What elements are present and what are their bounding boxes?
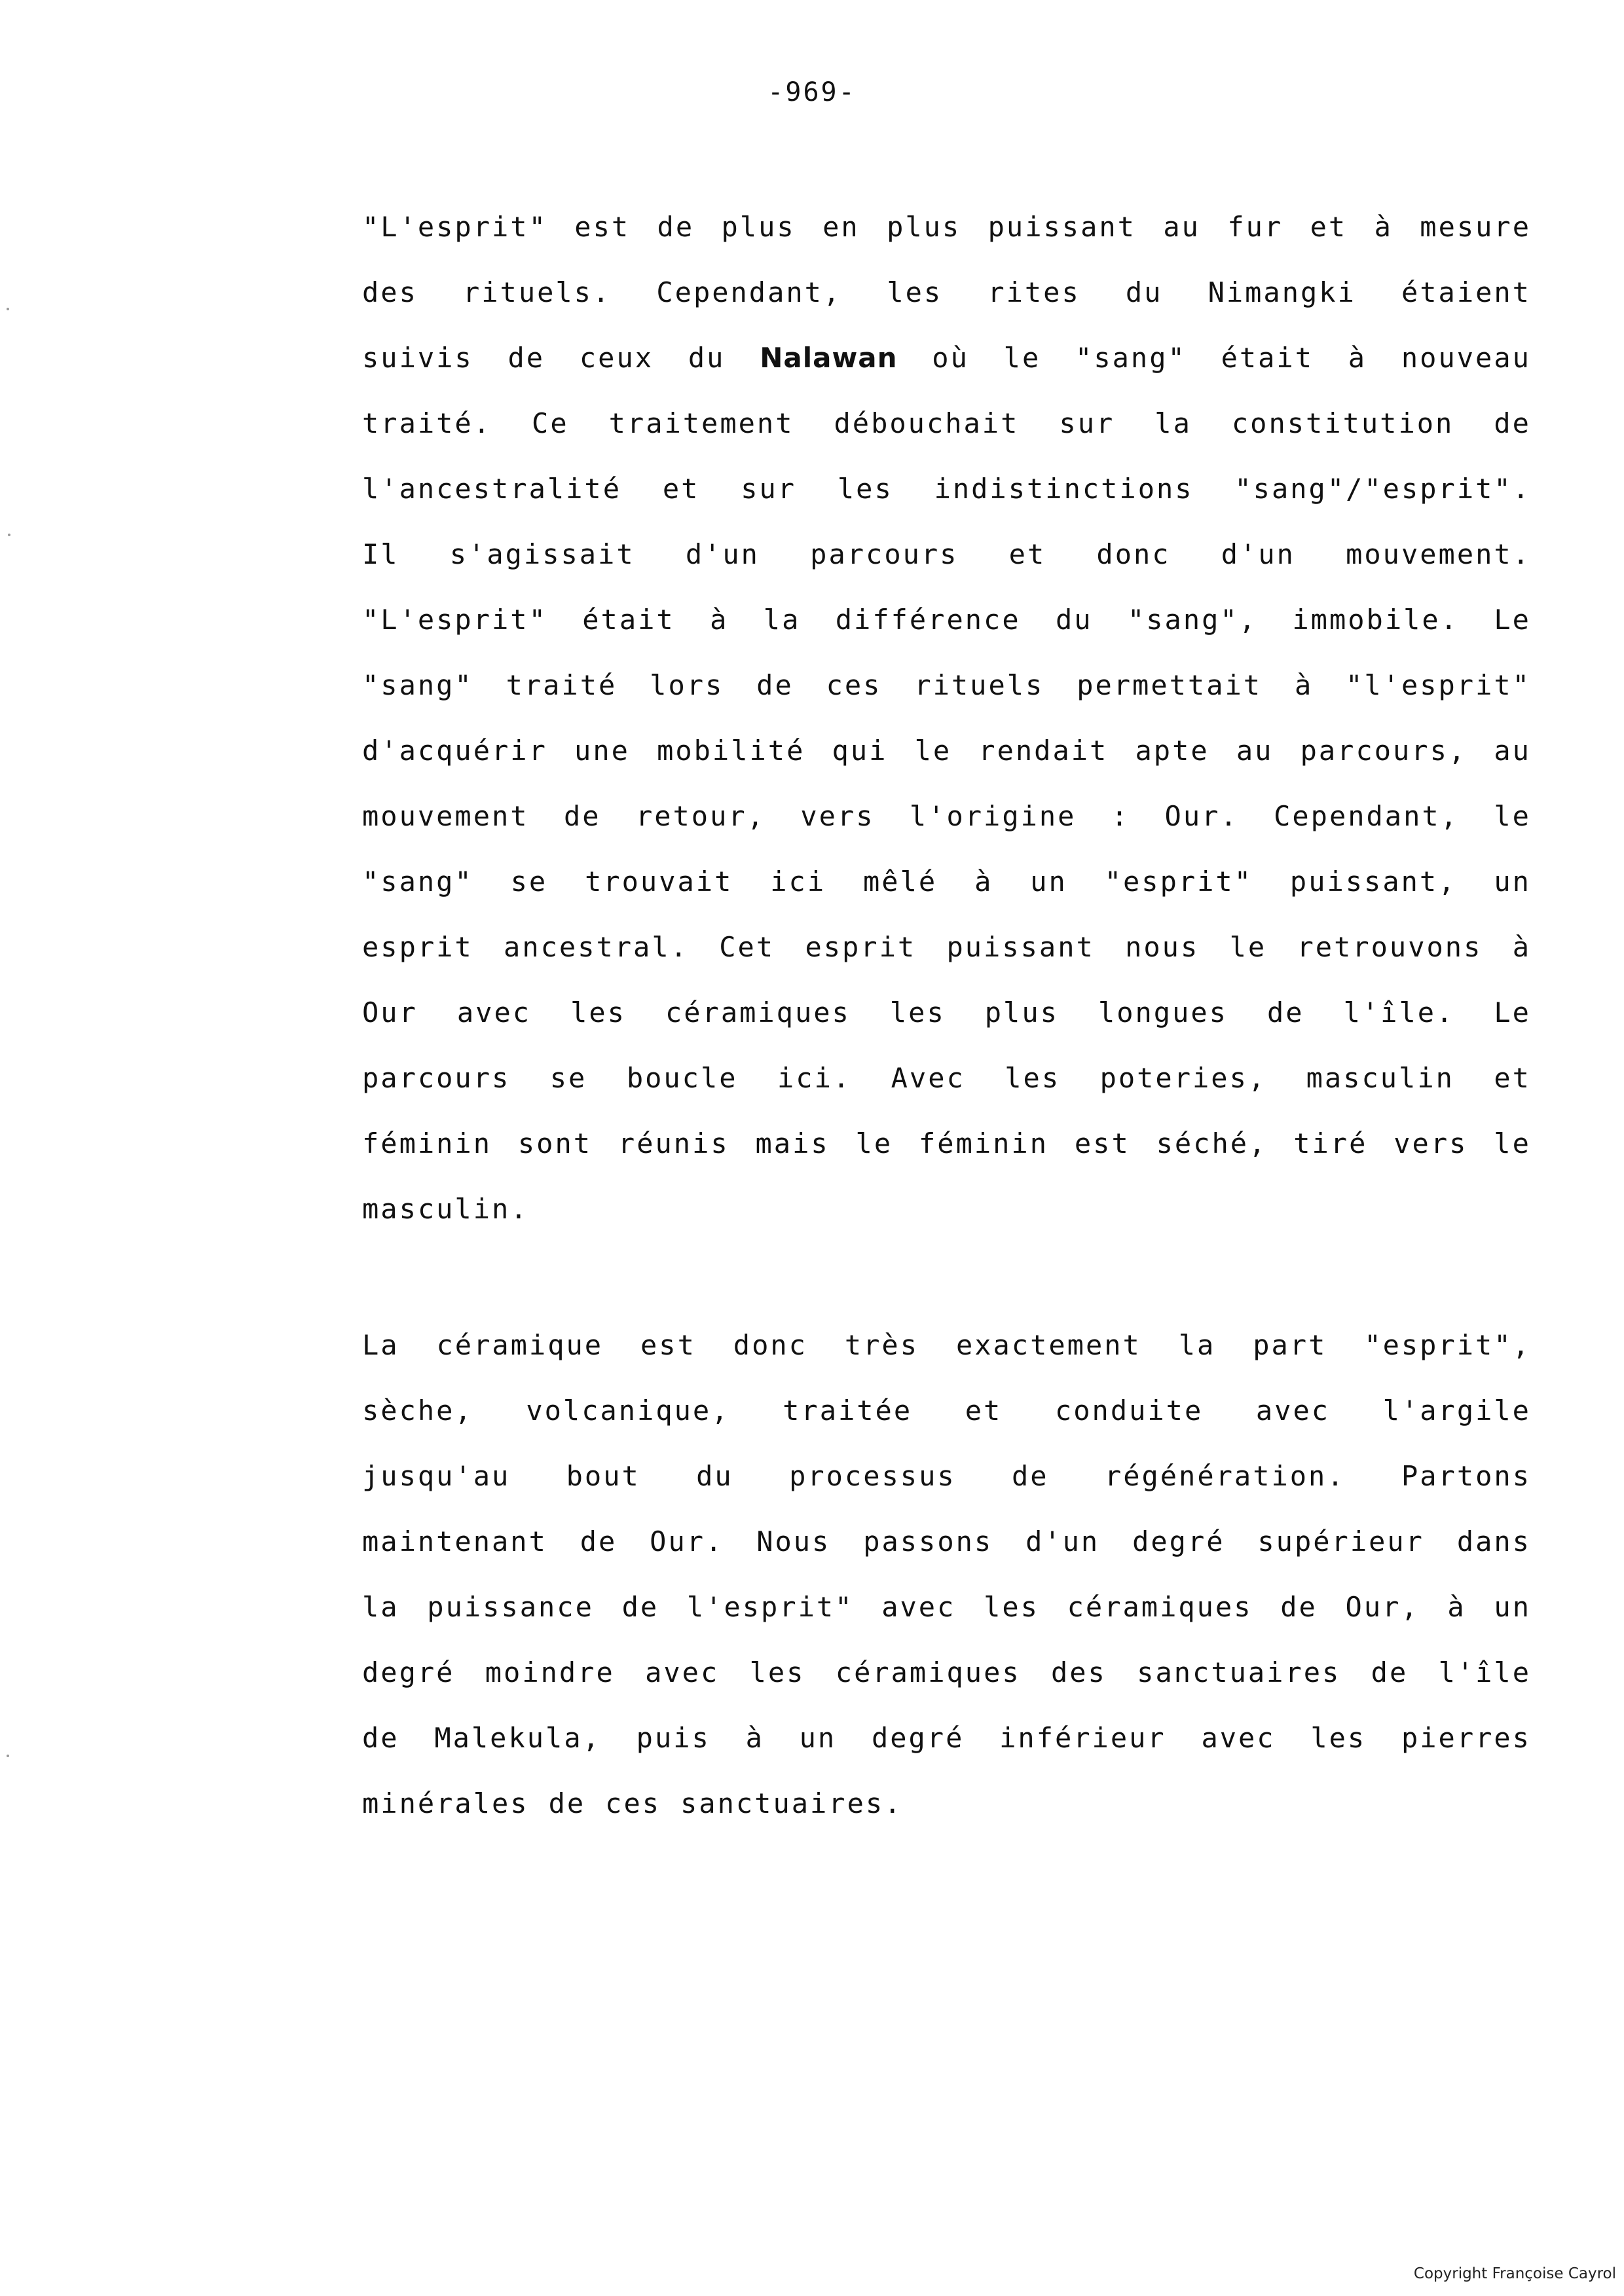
- word: puissance: [427, 1591, 594, 1623]
- text-line: [362, 784, 1531, 849]
- copyright-notice: Copyright Françoise Cayrol: [1413, 2265, 1616, 2282]
- word: du: [688, 342, 726, 374]
- word: parcours,: [1300, 735, 1467, 767]
- word: céramiques: [665, 996, 851, 1029]
- word: dans: [1456, 1525, 1531, 1558]
- word: à: [710, 604, 729, 636]
- word: rendait: [978, 735, 1109, 767]
- word: et: [662, 473, 700, 505]
- word: suivis: [362, 342, 473, 374]
- word: mêlé: [863, 866, 938, 898]
- word: les: [887, 276, 943, 308]
- word: processus: [789, 1460, 956, 1492]
- word: Le: [1494, 604, 1531, 636]
- word: un: [1030, 866, 1067, 898]
- word: "L'esprit": [362, 604, 547, 636]
- word: indistinctions: [934, 473, 1194, 505]
- text-line: [362, 1176, 1531, 1242]
- word: lors: [650, 669, 724, 701]
- word: les: [984, 1591, 1039, 1623]
- word: où: [932, 342, 969, 374]
- word: les: [570, 996, 626, 1029]
- word: l'ancestralité: [362, 473, 622, 505]
- word: des: [1050, 1656, 1107, 1688]
- word: Nous: [756, 1525, 831, 1558]
- word: l'origine: [909, 800, 1077, 832]
- word: constitution: [1231, 407, 1454, 439]
- word: ici.: [777, 1062, 852, 1094]
- word: de: [657, 211, 695, 243]
- word: fur: [1227, 211, 1283, 243]
- word: :: [1111, 800, 1130, 832]
- word: à: [1374, 211, 1393, 243]
- word: Cependant,: [656, 276, 842, 308]
- word: donc: [1096, 538, 1171, 570]
- word: le: [1494, 800, 1531, 832]
- word: de: [1267, 996, 1304, 1029]
- text-line: [362, 1046, 1531, 1111]
- word: Our.: [1164, 800, 1239, 832]
- word: donc: [733, 1329, 807, 1361]
- word: le: [1229, 931, 1267, 963]
- paragraph-1: [362, 194, 1531, 1242]
- word: un: [1494, 1591, 1531, 1623]
- text-line: [362, 1575, 1531, 1640]
- word: mouvement.: [1346, 538, 1531, 570]
- word: "esprit": [1104, 866, 1253, 898]
- word: avec: [1201, 1722, 1276, 1754]
- word: de: [362, 1722, 399, 1754]
- word: Nalawan: [760, 342, 898, 374]
- word: tiré: [1293, 1127, 1368, 1159]
- word: Ce: [532, 407, 569, 439]
- word: plus: [887, 211, 961, 243]
- word: d'un: [1221, 538, 1295, 570]
- word: la: [362, 1591, 399, 1623]
- text-line: [362, 980, 1531, 1046]
- word: ceux: [579, 342, 654, 374]
- word: mobilité: [657, 735, 805, 767]
- word: traité: [506, 669, 618, 701]
- word: des: [362, 276, 418, 308]
- word: puis: [636, 1722, 710, 1754]
- word: retour,: [635, 800, 766, 832]
- word: avec: [645, 1656, 720, 1688]
- word: esprit: [805, 931, 917, 963]
- word: à: [1348, 342, 1367, 374]
- word: féminin: [362, 1127, 492, 1159]
- word: un: [1494, 866, 1531, 898]
- word: étaient: [1401, 276, 1531, 308]
- scan-speck: [8, 534, 10, 536]
- word: Cet: [719, 931, 775, 963]
- word: traitée: [783, 1394, 913, 1427]
- word: vers: [800, 800, 875, 832]
- word: les: [837, 473, 893, 505]
- word: esprit: [362, 931, 473, 963]
- word: céramiques: [835, 1656, 1021, 1688]
- word: régénération.: [1104, 1460, 1346, 1492]
- word: masculin: [1306, 1062, 1454, 1094]
- word: exactement: [955, 1329, 1141, 1361]
- word: degré: [362, 1656, 455, 1688]
- word: de: [756, 669, 794, 701]
- word: au: [1163, 211, 1200, 243]
- word: La: [362, 1329, 399, 1361]
- word: de: [1280, 1591, 1318, 1623]
- text-line: [362, 1640, 1531, 1705]
- word: parcours: [810, 538, 959, 570]
- word: mesure: [1420, 211, 1531, 243]
- word: une: [574, 735, 630, 767]
- word: la: [1178, 1329, 1216, 1361]
- word: inférieur: [999, 1722, 1166, 1754]
- word: les: [889, 996, 946, 1029]
- word: Il: [362, 538, 399, 570]
- word: jusqu'au: [362, 1460, 511, 1492]
- word: qui: [832, 735, 888, 767]
- word: de: [548, 1787, 586, 1819]
- word: ces: [826, 669, 882, 701]
- text-line: [362, 456, 1531, 522]
- word: rituels.: [462, 276, 612, 308]
- word: à: [1447, 1591, 1466, 1623]
- word: débouchait: [834, 407, 1020, 439]
- word: ancestral.: [504, 931, 689, 963]
- word: l'argile: [1382, 1394, 1531, 1427]
- text-line: [362, 1705, 1531, 1771]
- word: "L'esprit": [362, 211, 547, 243]
- word: de: [1371, 1656, 1409, 1688]
- word: différence: [835, 604, 1021, 636]
- word: et: [1310, 211, 1348, 243]
- word: "l'esprit": [1346, 669, 1531, 701]
- word: degré: [871, 1722, 965, 1754]
- text-line: [362, 1313, 1531, 1378]
- word: supérieur: [1257, 1525, 1424, 1558]
- word: était: [582, 604, 675, 636]
- text-line: [362, 849, 1531, 915]
- word: et: [1494, 1062, 1531, 1094]
- word: est: [1074, 1127, 1130, 1159]
- word: ces: [605, 1787, 661, 1819]
- word: de: [580, 1525, 618, 1558]
- text-line: [362, 391, 1531, 456]
- word: puissant: [987, 211, 1136, 243]
- word: s'agissait: [449, 538, 635, 570]
- word: céramiques: [1067, 1591, 1253, 1623]
- word: Our: [362, 996, 418, 1029]
- word: bout: [566, 1460, 640, 1492]
- text-line: [362, 1378, 1531, 1444]
- text-line: [362, 718, 1531, 784]
- word: le: [855, 1127, 893, 1159]
- word: Our,: [1345, 1591, 1420, 1623]
- text-line: [362, 1509, 1531, 1575]
- word: les: [1005, 1062, 1061, 1094]
- word: "sang": [362, 866, 473, 898]
- word: était: [1221, 342, 1314, 374]
- text-line: [362, 1771, 1531, 1836]
- word: masculin.: [362, 1193, 529, 1225]
- word: parcours: [362, 1062, 511, 1094]
- word: trouvait: [585, 866, 733, 898]
- word: du: [1056, 604, 1093, 636]
- scan-speck: [7, 1755, 9, 1757]
- word: mouvement: [362, 800, 529, 832]
- word: "esprit",: [1364, 1329, 1531, 1361]
- word: réunis: [618, 1127, 729, 1159]
- word: traitement: [608, 407, 794, 439]
- word: Partons: [1401, 1460, 1531, 1492]
- word: retrouvons: [1297, 931, 1483, 963]
- word: séché,: [1156, 1127, 1268, 1159]
- word: puissant: [946, 931, 1095, 963]
- word: se: [549, 1062, 587, 1094]
- word: nous: [1125, 931, 1200, 963]
- word: l'île.: [1343, 996, 1455, 1029]
- word: passons: [863, 1525, 993, 1558]
- word: sur: [1059, 407, 1115, 439]
- word: Cependant,: [1274, 800, 1459, 832]
- word: longues: [1098, 996, 1228, 1029]
- word: en: [822, 211, 860, 243]
- word: boucle: [626, 1062, 738, 1094]
- word: féminin: [919, 1127, 1049, 1159]
- word: la: [1154, 407, 1192, 439]
- word: et: [1008, 538, 1046, 570]
- word: à: [1512, 931, 1531, 963]
- word: céramique: [436, 1329, 604, 1361]
- word: vers: [1393, 1127, 1468, 1159]
- word: avec: [1255, 1394, 1331, 1427]
- word: du: [1125, 276, 1163, 308]
- text-line: [362, 1111, 1531, 1176]
- word: avec: [881, 1591, 956, 1623]
- word: la: [763, 604, 801, 636]
- word: Nimangki: [1208, 276, 1356, 308]
- text-line: [362, 1444, 1531, 1509]
- word: est: [574, 211, 631, 243]
- word: part: [1253, 1329, 1327, 1361]
- text-line: [362, 522, 1531, 587]
- text-line: [362, 194, 1531, 260]
- text-line: [362, 325, 1531, 391]
- word: plus: [721, 211, 796, 243]
- word: poteries,: [1099, 1062, 1267, 1094]
- word: nouveau: [1401, 342, 1531, 374]
- word: mais: [755, 1127, 830, 1159]
- word: puissant,: [1289, 866, 1457, 898]
- word: à: [1294, 669, 1314, 701]
- text-line: [362, 260, 1531, 325]
- word: minérales: [362, 1787, 529, 1819]
- word: apte: [1135, 735, 1209, 767]
- word: maintenant: [362, 1525, 547, 1558]
- word: le: [914, 735, 952, 767]
- word: traité.: [362, 407, 492, 439]
- word: très: [844, 1329, 919, 1361]
- word: "sang"/"esprit".: [1234, 473, 1531, 505]
- text-line: [362, 587, 1531, 653]
- word: et: [965, 1394, 1003, 1427]
- word: de: [507, 342, 545, 374]
- scan-speck: [7, 308, 9, 310]
- word: degré: [1132, 1525, 1225, 1558]
- word: rites: [987, 276, 1080, 308]
- word: pierres: [1401, 1722, 1531, 1754]
- word: au: [1494, 735, 1531, 767]
- text-line: [362, 915, 1531, 980]
- word: de: [1494, 407, 1531, 439]
- word: sont: [517, 1127, 593, 1159]
- word: plus: [984, 996, 1059, 1029]
- word: permettait: [1077, 669, 1263, 701]
- word: l'esprit": [686, 1591, 854, 1623]
- word: Our.: [650, 1525, 724, 1558]
- word: de: [1011, 1460, 1049, 1492]
- word: d'acquérir: [362, 735, 547, 767]
- word: les: [749, 1656, 805, 1688]
- word: sèche,: [362, 1394, 473, 1427]
- word: un: [799, 1722, 837, 1754]
- word: avec: [456, 996, 532, 1029]
- word: ici: [770, 866, 826, 898]
- word: rituels: [914, 669, 1044, 701]
- word: sanctuaires: [1137, 1656, 1341, 1688]
- page-number: -969-: [767, 77, 857, 107]
- word: Malekula,: [434, 1722, 601, 1754]
- word: "sang": [362, 669, 473, 701]
- word: d'un: [685, 538, 760, 570]
- word: de: [563, 800, 601, 832]
- word: "sang": [1075, 342, 1187, 374]
- paragraph-2: [362, 1313, 1531, 1836]
- word: à: [974, 866, 993, 898]
- word: conduite: [1054, 1394, 1204, 1427]
- word: le: [1494, 1127, 1531, 1159]
- word: est: [640, 1329, 696, 1361]
- word: d'un: [1025, 1525, 1100, 1558]
- word: "sang",: [1127, 604, 1257, 636]
- word: immobile.: [1292, 604, 1459, 636]
- word: moindre: [485, 1656, 615, 1688]
- word: Le: [1494, 996, 1531, 1029]
- word: de: [621, 1591, 659, 1623]
- word: à: [745, 1722, 764, 1754]
- word: du: [696, 1460, 733, 1492]
- word: au: [1236, 735, 1274, 767]
- word: l'île: [1438, 1656, 1531, 1688]
- text-line: [362, 653, 1531, 718]
- word: Avec: [891, 1062, 965, 1094]
- word: le: [1003, 342, 1041, 374]
- word: volcanique,: [526, 1394, 730, 1427]
- word: sur: [741, 473, 797, 505]
- word: sanctuaires.: [680, 1787, 903, 1819]
- word: se: [510, 866, 548, 898]
- word: les: [1310, 1722, 1367, 1754]
